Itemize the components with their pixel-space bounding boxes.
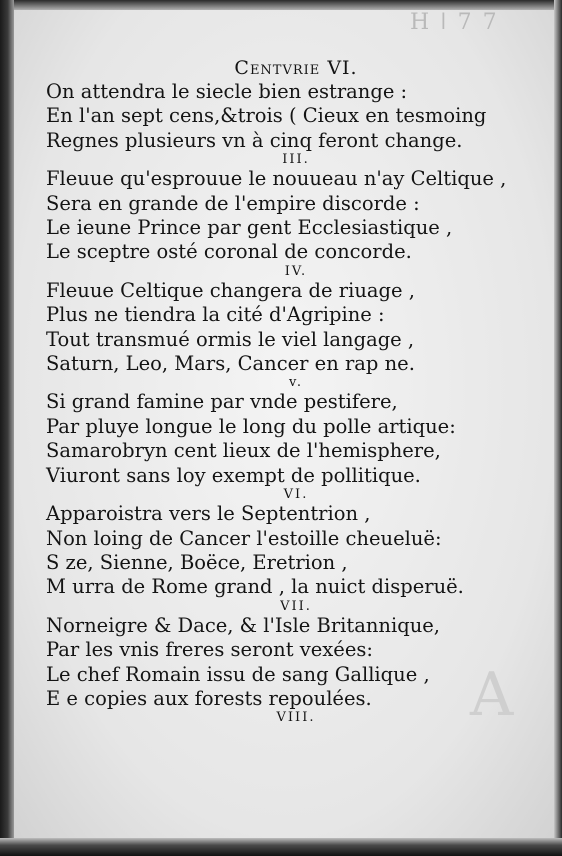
verse-line: Norneigre & Dace, & l'Isle Britannique,: [46, 613, 440, 637]
verse-line: Le ieune Prince par gent Ecclesiastique ,: [46, 216, 453, 240]
verse-line: Fleuue Celtique changera de riuage ,: [46, 278, 415, 302]
verse-line: Par les vnis freres seront vexées:: [46, 638, 373, 662]
scan-edge-right: [554, 0, 562, 856]
scan-edge-bottom: [0, 838, 562, 856]
verse-line: S ze, Sienne, Boëce, Eretrion ,: [46, 550, 348, 574]
scan-edge-left: [0, 0, 14, 856]
verse-line: On attendra le siecle bien estrange :: [46, 80, 408, 103]
verse-line: Viuront sans loy exempt de pollitique.: [46, 463, 421, 487]
verse-line: Tout transmué ormis le viel langage ,: [46, 327, 415, 351]
quatrain-number: VIII.: [276, 710, 316, 726]
page-heading: Centvrie VI.: [234, 57, 358, 79]
verse-line: Le chef Romain issu de sang Gallique ,: [46, 662, 430, 686]
verse-line: Non loing de Cancer l'estoille cheueluë:: [46, 526, 442, 550]
verse-line: Sera en grande de l'empire discorde :: [46, 191, 420, 215]
bleed-through-marks: H ǀ 7 7: [410, 10, 499, 35]
quatrain-number: v.: [289, 375, 303, 391]
quatrain-number: VI.: [283, 487, 309, 503]
quatrain-number: III.: [282, 152, 310, 168]
quatrain-number: VII.: [280, 598, 312, 614]
scan-edge-top: [0, 0, 562, 10]
verse-line: Samarobryn cent lieux de l'hemisphere,: [46, 439, 441, 463]
verse-line: Fleuue qu'esprouue le nouueau n'ay Celtique ,: [46, 167, 507, 191]
verse-line: Par pluye longue le long du polle artique:: [46, 414, 456, 438]
verse-line: Plus ne tiendra la cité d'Agripine :: [46, 303, 385, 327]
verse-line: Si grand famine par vnde pestifere,: [46, 390, 398, 414]
quatrain-number: IV.: [284, 263, 308, 279]
verse-line: M urra de Rome grand , la nuict disperuë.: [46, 575, 464, 599]
poem-text: [46, 56, 546, 725]
verse-line: Le sceptre osté coronal de concorde.: [46, 240, 412, 264]
verse-line: Regnes plusieurs vn à cinq feront change.: [46, 128, 463, 152]
verse-line: Saturn, Leo, Mars, Cancer en rap ne.: [46, 352, 415, 376]
verse-line: Apparoistra vers le Septentrion ,: [46, 502, 371, 526]
verse-line: En l'an sept cens,&trois ( Cieux en tesmoing: [46, 104, 487, 128]
bleed-through-glyph: A: [470, 660, 514, 730]
verse-line: E e copies aux forests repoulées.: [46, 686, 372, 710]
